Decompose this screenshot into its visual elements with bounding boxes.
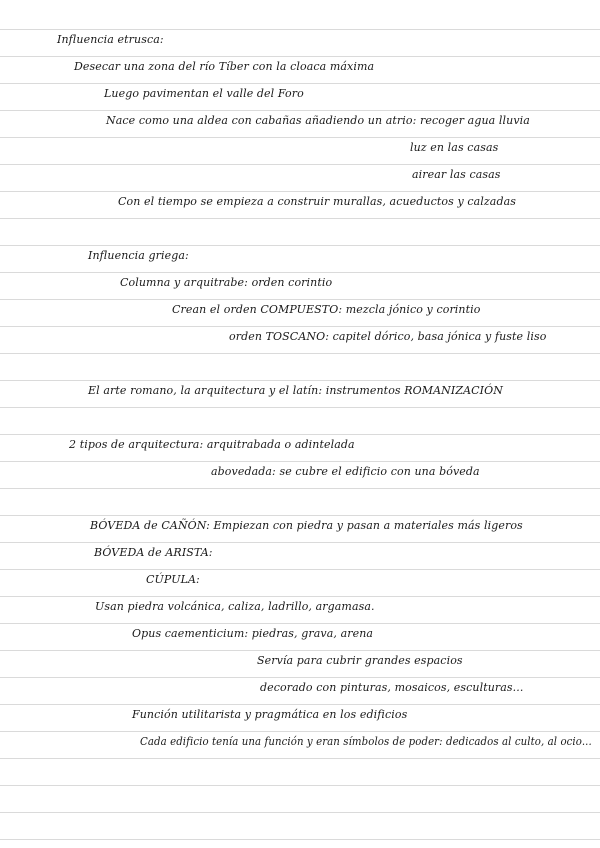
note-line: Función utilitarista y pragmática en los edificios xyxy=(132,708,408,721)
note-line: Opus caementicium: piedras, grava, arena xyxy=(132,627,374,640)
note-line: Crean el orden COMPUESTO: mezcla jónico y corintio xyxy=(172,303,481,316)
note-line: abovedada: se cubre el edificio con una bóveda xyxy=(211,465,480,478)
note-line: Nace como una aldea con cabañas añadiendo un atrio: recoger agua lluvia xyxy=(106,114,530,127)
heading-influencia-etrusca: Influencia etrusca: xyxy=(57,33,164,46)
note-line: Servía para cubrir grandes espacios xyxy=(257,654,463,667)
note-line: Usan piedra volcánica, caliza, ladrillo, argamasa. xyxy=(95,600,375,613)
note-line: Desecar una zona del río Tíber con la cloaca máxima xyxy=(74,60,375,73)
note-line: Columna y arquitrabe: orden corintio xyxy=(120,276,333,289)
note-line: decorado con pinturas, mosaicos, esculturas... xyxy=(260,681,524,694)
note-line: Con el tiempo se empieza a construir murallas, acueductos y calzadas xyxy=(118,195,516,208)
note-line: BÓVEDA de CAÑÓN: Empiezan con piedra y pasan a materiales más ligeros xyxy=(90,519,523,532)
note-line: CÚPULA: xyxy=(146,573,200,586)
note-line: 2 tipos de arquitectura: arquitrabada o adintelada xyxy=(69,438,355,451)
note-line: Cada edificio tenía una función y eran símbolos de poder: dedicados al culto, al ocio... xyxy=(140,735,592,748)
note-line: El arte romano, la arquitectura y el latín: instrumentos ROMANIZACIÓN xyxy=(88,384,503,397)
note-line: luz en las casas xyxy=(410,141,499,154)
note-line: airear las casas xyxy=(412,168,501,181)
note-line: Luego pavimentan el valle del Foro xyxy=(104,87,304,100)
note-line: BÓVEDA de ARISTA: xyxy=(94,546,213,559)
heading-influencia-griega: Influencia griega: xyxy=(88,249,189,262)
note-line: orden TOSCANO: capitel dórico, basa jónica y fuste liso xyxy=(229,330,547,343)
